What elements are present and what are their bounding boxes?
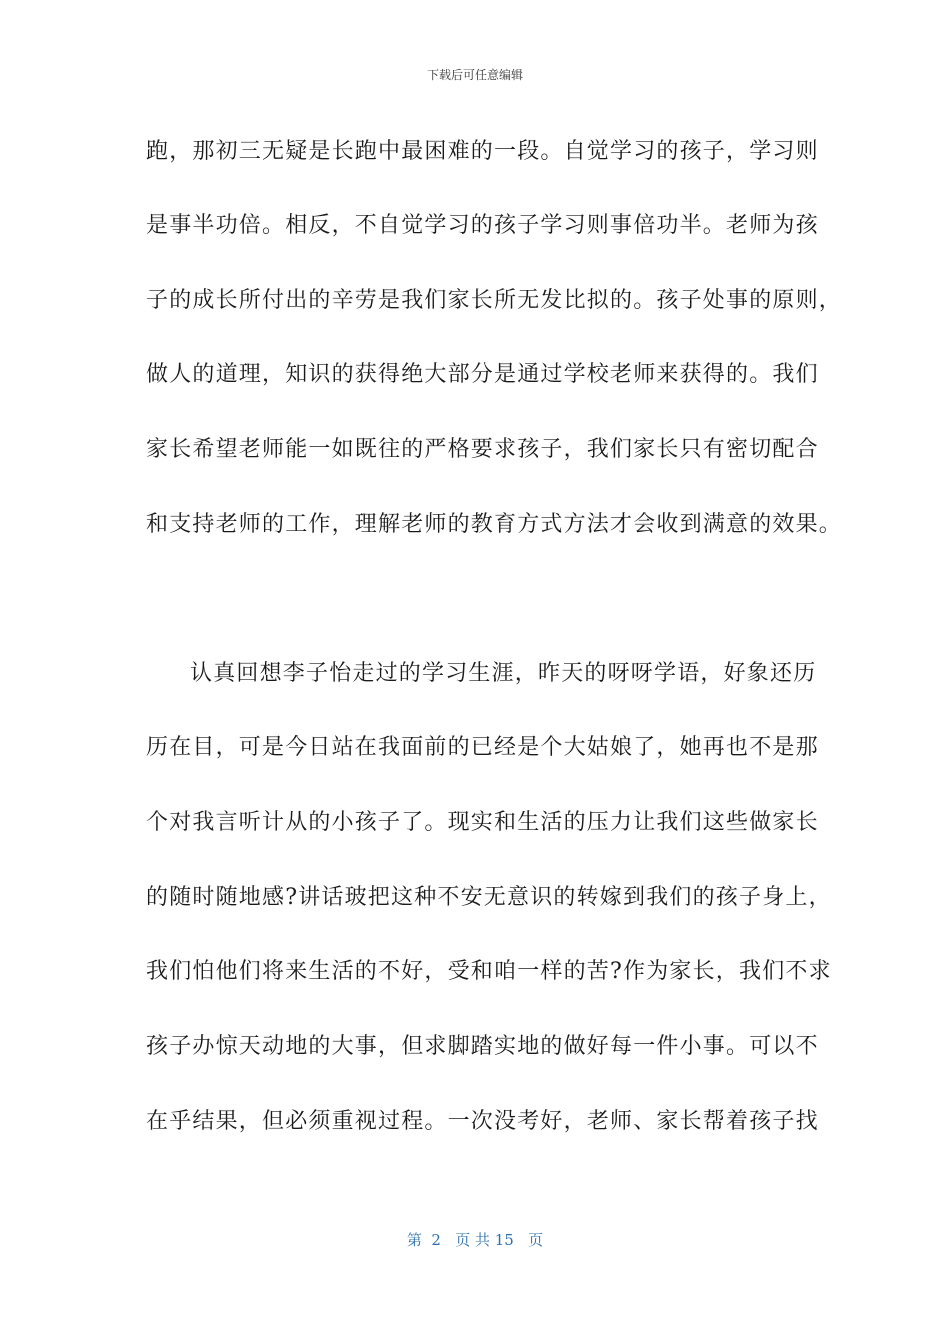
paragraph-line: 认真回想李子怡走过的学习生涯，昨天的呀呀学语，好象还历 (190, 661, 817, 686)
paragraph-line: 在乎结果，但必须重视过程。一次没考好，老师、家长帮着孩子找 (146, 1109, 819, 1134)
page-footer: 第 2 页 共 15 页 (406, 1231, 544, 1249)
paragraph-line: 和支持老师的工作，理解老师的教育方式方法才会收到满意的效果。 (146, 512, 843, 537)
paragraph-line: 做人的道理，知识的获得绝大部分是通过学校老师来获得的。我们 (146, 362, 819, 387)
paragraph-line: 家长希望老师能一如既往的严格要求孩子，我们家长只有密切配合 (146, 437, 819, 462)
paragraph-line: 跑，那初三无疑是长跑中最困难的一段。自觉学习的孩子，学习则 (146, 139, 819, 164)
paragraph-line: 的随时随地感?讲话玻把这种不安无意识的转嫁到我们的孩子身上， (146, 885, 832, 910)
page-header: 下载后可任意编辑 (426, 68, 523, 82)
paragraph-line: 历在目，可是今日站在我面前的已经是个大姑娘了，她再也不是那 (146, 735, 819, 760)
paragraph-line: 我们怕他们将来生活的不好，受和咱一样的苦?作为家长，我们不求 (146, 959, 832, 984)
paragraph-line: 个对我言听计从的小孩子了。现实和生活的压力让我们这些做家长 (146, 810, 819, 835)
paragraph-line: 孩子办惊天动地的大事，但求脚踏实地的做好每一件小事。可以不 (146, 1034, 819, 1059)
paragraph-line: 子的成长所付出的辛劳是我们家长所无发比拟的。孩子处事的原则， (146, 288, 843, 313)
paragraph-line: 是事半功倍。相反，不自觉学习的孩子学习则事倍功半。老师为孩 (146, 213, 819, 238)
